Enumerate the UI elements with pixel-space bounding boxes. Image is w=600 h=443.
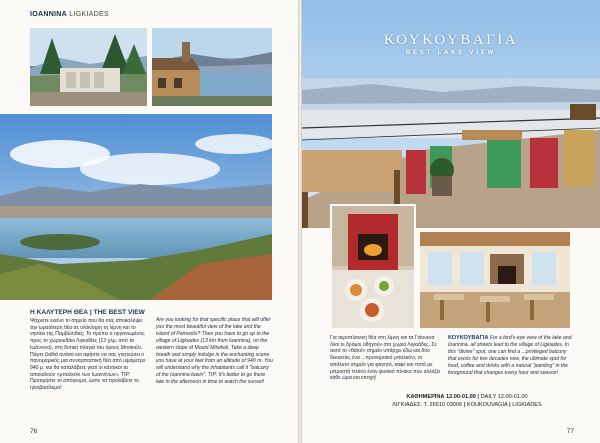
venue-name-en: KOUKOUVAGIA — [466, 402, 508, 408]
address-line — [352, 401, 582, 409]
fireplace-food-photo — [330, 204, 416, 330]
left-page-number: 76 — [30, 428, 38, 435]
right-page-number: 77 — [566, 428, 574, 435]
title-en: THE BEST VIEW — [93, 309, 145, 316]
right-greek-column — [330, 335, 442, 382]
page-header — [30, 11, 109, 18]
opening-hours-line — [352, 393, 582, 401]
house-lake-photo — [152, 28, 272, 106]
hours-separator: | — [477, 394, 479, 400]
right-greek-text: Για αεροπλανική θέα στη λίμνη και τα Γιάννενα όλοι οι δρόμοι οδηγούν στο χωριό Λιγκιάδες. Σε αυτό το «θεϊκό» σημείο υπάρχει εδώ και δύο δεκαετίες ένα ...προνομιακό μπαλκόνι, το απόλυτο σημείο για φαγητό, καφέ και ποτό με μπροστά πλάνο έναν φυσικό πίνακα που αλλάζει κάθε ώρα και εποχή! — [330, 335, 441, 382]
left-english-column — [156, 317, 274, 386]
best-view-heading — [30, 309, 150, 316]
right-page — [302, 0, 600, 443]
lake-panorama-photo — [0, 114, 272, 300]
interior-dining-photo — [420, 232, 570, 328]
venue-subtitle: BEST LAKE VIEW — [405, 50, 497, 56]
venue-place-en: LIGKIADES — [512, 402, 542, 408]
header-region: IOANNINA — [30, 11, 68, 18]
left-greek-text: Ψάχνετε εκείνο το σημείο που θα σας αποκαλύψει την ωραιότερη θέα σε ολόκληρη τη λίμνη και το νησάκι της Παμβώτιδας; Το πρέπει ο οργανωμένος προς το χωριουδάκι Λιγκιάδες (13 χλμ. από τα Ιωάννινα), στη δυτική πλαγιά του όρους Μιτσικέλι. Πάρτε βαθιά ανάσα και αφήστε να σας γοητεύσει ο πανοραμικός μια συναρπαστική θέα από υψόμετρο 940 μ. και θα καταλάβετε γιατί οι κάτοικοι το αποκαλούν «μπαλκόνι των Ιωαννίνων». TIP: Προτιμήστε το απόγευμα, ώστε να προλάβετε το ηλιοβασίλεμα! — [30, 318, 146, 392]
venue-info — [352, 393, 582, 409]
title-gr: Η ΚΑΛΥΤΕΡΗ ΘΕΑ — [30, 309, 89, 316]
address-separator: | — [463, 402, 466, 408]
header-place: LIGKIADES — [69, 11, 109, 18]
hours-en: DAILY 12.00-01.00 — [480, 394, 528, 400]
left-page — [0, 0, 298, 443]
title-separator: | — [89, 309, 92, 316]
english-venue-label: ΚΟΥΚΟΥΒΑΓΙΑ — [448, 335, 489, 341]
right-english-text: For a bird's-eye view of the lake and Ioannina, all streets lead to the village of Ligkiades. In this "divine" spot, one can find a ...privileged balcony that exists for two decades now, the ultimate spot for food, coffee and drinks with a natural "painting" in the foreground that changes every hour and season! — [448, 335, 572, 376]
hours-gr: ΚΑΘΗΜΕΡΙΝΑ 12.00-01.00 — [406, 394, 476, 400]
left-greek-column — [30, 309, 150, 392]
right-english-column — [448, 335, 572, 376]
monument-photo — [30, 28, 147, 106]
left-english-text: Are you looking for that specific place that will offer you the most beautiful view of the lake and the island of Pamvotis? Then you have to go up to the village of Ligkiades (13 km from Ioannina), on the western slope of Mount Mitsikeli. Take a deep breath and simply indulge in the enchanting scene you have at your feet from an altitude of 940 m. You will understand why the inhabitants call it "balcony of the Ioannina basin". TIP: It's better to go there late in the afternoon in time to watch the sunset! — [156, 317, 273, 386]
venue-title: ΚΟΥΚΟΥΒΑΓΙΑ — [383, 32, 519, 48]
address-separator-2: | — [509, 402, 511, 408]
address-gr: ΛΙΓΚΙΑΔΕΣ, Τ. 26510 03006 — [392, 402, 463, 408]
